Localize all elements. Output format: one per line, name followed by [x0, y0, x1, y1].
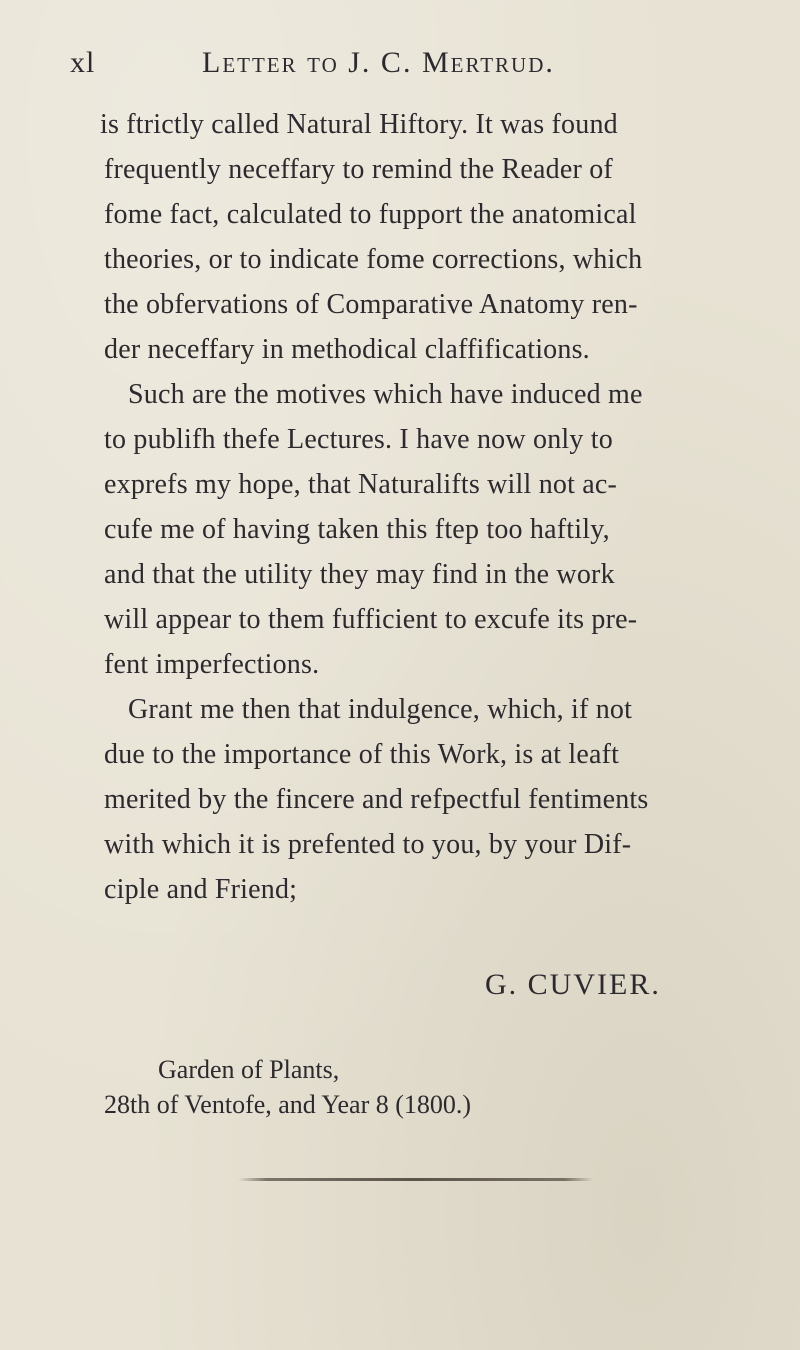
running-head: Letter to J. C. Mertrud.: [202, 46, 555, 79]
text-line: to publifh thefe Lectures. I have now only to: [104, 424, 613, 455]
page-number: xl: [70, 46, 96, 79]
text-line: and that the utility they may find in the work: [104, 559, 615, 590]
text-line: frequently neceffary to remind the Reader of: [104, 154, 613, 185]
text-line: merited by the fincere and refpectful fentiments: [104, 784, 649, 815]
text-line: Such are the motives which have induced me: [128, 379, 643, 410]
text-line: fome fact, calculated to fupport the anatomical: [104, 199, 637, 230]
text-line: ciple and Friend;: [104, 874, 298, 905]
text-line: theories, or to indicate fome corrections, which: [104, 244, 643, 275]
text-line: with which it is prefented to you, by your Dif-: [104, 829, 632, 860]
text-line: fent imperfections.: [104, 649, 320, 680]
text-line: the obfervations of Comparative Anatomy ren-: [104, 289, 638, 320]
text-line: Grant me then that indulgence, which, if not: [128, 694, 633, 725]
text-line: exprefs my hope, that Naturalifts will not ac-: [104, 469, 618, 500]
text-line: will appear to them fufficient to excufe its pre-: [104, 604, 638, 635]
text-line: der neceffary in methodical claffifications.: [104, 334, 590, 365]
page-header: [70, 46, 710, 96]
date-line: 28th of Ventofe, and Year 8 (1800.): [104, 1090, 472, 1119]
text-line: cufe me of having taken this ftep too haftily,: [104, 514, 610, 545]
text-line: due to the importance of this Work, is at leaft: [104, 739, 620, 770]
ornamental-rule: [238, 1178, 593, 1181]
text-line: is ftrictly called Natural Hiftory. It was found: [100, 109, 618, 140]
place-line: Garden of Plants,: [158, 1055, 340, 1084]
signature: G. CUVIER.: [485, 968, 661, 1001]
